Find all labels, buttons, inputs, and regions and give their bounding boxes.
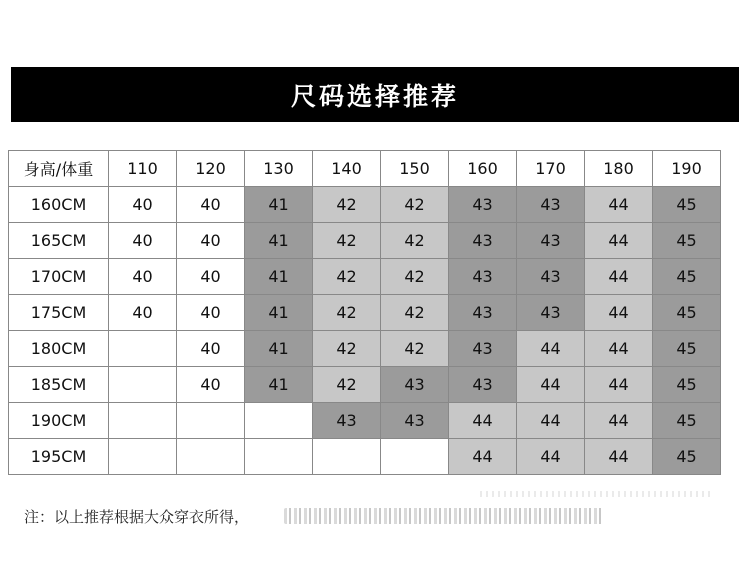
size-cell: 45 <box>653 187 721 223</box>
size-cell: 42 <box>381 187 449 223</box>
size-cell: 41 <box>245 187 313 223</box>
size-cell: 40 <box>177 187 245 223</box>
size-cell <box>177 439 245 475</box>
size-cell: 42 <box>313 187 381 223</box>
table-row <box>9 223 721 259</box>
size-cell: 42 <box>381 259 449 295</box>
blurred-text <box>284 508 604 524</box>
weight-header: 180 <box>585 151 653 187</box>
table-row <box>9 331 721 367</box>
size-cell: 43 <box>381 367 449 403</box>
size-cell: 44 <box>585 223 653 259</box>
size-cell <box>109 331 177 367</box>
size-cell: 44 <box>449 403 517 439</box>
size-cell: 44 <box>517 403 585 439</box>
size-cell: 44 <box>585 367 653 403</box>
table-row <box>9 187 721 223</box>
size-cell: 40 <box>109 259 177 295</box>
size-cell: 42 <box>381 331 449 367</box>
size-cell: 41 <box>245 223 313 259</box>
size-cell: 43 <box>449 331 517 367</box>
size-cell: 40 <box>109 187 177 223</box>
size-cell <box>109 403 177 439</box>
size-cell: 41 <box>245 295 313 331</box>
size-cell: 44 <box>585 259 653 295</box>
size-cell: 43 <box>517 295 585 331</box>
size-table <box>8 150 721 475</box>
header-row <box>9 151 721 187</box>
weight-header: 140 <box>313 151 381 187</box>
size-cell: 40 <box>109 295 177 331</box>
size-cell: 40 <box>177 367 245 403</box>
height-label: 185CM <box>9 367 109 403</box>
weight-header: 190 <box>653 151 721 187</box>
size-cell: 44 <box>585 439 653 475</box>
size-cell: 45 <box>653 439 721 475</box>
height-label: 160CM <box>9 187 109 223</box>
size-cell: 43 <box>381 403 449 439</box>
height-label: 175CM <box>9 295 109 331</box>
size-cell: 44 <box>585 403 653 439</box>
size-cell <box>313 439 381 475</box>
size-cell: 44 <box>517 331 585 367</box>
weight-header: 170 <box>517 151 585 187</box>
size-cell: 42 <box>313 367 381 403</box>
weight-header: 150 <box>381 151 449 187</box>
size-cell: 40 <box>177 223 245 259</box>
page-title-text: 尺码选择推荐 <box>290 81 459 111</box>
table-row <box>9 439 721 475</box>
size-cell: 43 <box>313 403 381 439</box>
height-label: 180CM <box>9 331 109 367</box>
size-cell <box>109 367 177 403</box>
size-cell: 43 <box>449 259 517 295</box>
table-row <box>9 367 721 403</box>
size-cell <box>245 439 313 475</box>
size-cell: 42 <box>313 259 381 295</box>
height-label: 195CM <box>9 439 109 475</box>
size-cell: 45 <box>653 331 721 367</box>
page-title <box>11 67 739 122</box>
size-cell: 45 <box>653 295 721 331</box>
size-cell: 42 <box>381 295 449 331</box>
weight-header: 120 <box>177 151 245 187</box>
size-cell: 40 <box>177 259 245 295</box>
height-label: 170CM <box>9 259 109 295</box>
weight-header: 160 <box>449 151 517 187</box>
size-cell: 44 <box>585 331 653 367</box>
footnote: 注：以上推荐根据大众穿衣所得， <box>24 508 250 526</box>
size-cell: 45 <box>653 223 721 259</box>
size-cell: 44 <box>585 295 653 331</box>
height-label: 190CM <box>9 403 109 439</box>
size-cell: 41 <box>245 259 313 295</box>
table-row <box>9 295 721 331</box>
size-cell: 45 <box>653 367 721 403</box>
size-cell: 43 <box>449 367 517 403</box>
size-cell: 44 <box>449 439 517 475</box>
size-cell: 45 <box>653 259 721 295</box>
size-cell: 43 <box>449 295 517 331</box>
size-cell: 41 <box>245 331 313 367</box>
table-row <box>9 259 721 295</box>
size-cell: 40 <box>109 223 177 259</box>
size-cell: 42 <box>313 331 381 367</box>
blurred-text-top <box>480 491 710 497</box>
size-cell: 44 <box>585 187 653 223</box>
size-cell: 42 <box>313 295 381 331</box>
size-cell: 44 <box>517 439 585 475</box>
size-cell: 42 <box>381 223 449 259</box>
size-cell: 43 <box>517 187 585 223</box>
weight-header: 110 <box>109 151 177 187</box>
size-cell: 43 <box>449 187 517 223</box>
height-label: 165CM <box>9 223 109 259</box>
size-cell: 40 <box>177 295 245 331</box>
corner-label: 身高/体重 <box>9 151 109 187</box>
size-cell <box>381 439 449 475</box>
size-cell <box>109 439 177 475</box>
size-cell: 43 <box>517 223 585 259</box>
size-cell: 40 <box>177 331 245 367</box>
size-cell: 45 <box>653 403 721 439</box>
size-cell: 43 <box>449 223 517 259</box>
size-cell: 43 <box>517 259 585 295</box>
table-row <box>9 403 721 439</box>
size-cell <box>245 403 313 439</box>
size-cell: 42 <box>313 223 381 259</box>
weight-header: 130 <box>245 151 313 187</box>
size-cell: 44 <box>517 367 585 403</box>
size-cell: 41 <box>245 367 313 403</box>
size-cell <box>177 403 245 439</box>
